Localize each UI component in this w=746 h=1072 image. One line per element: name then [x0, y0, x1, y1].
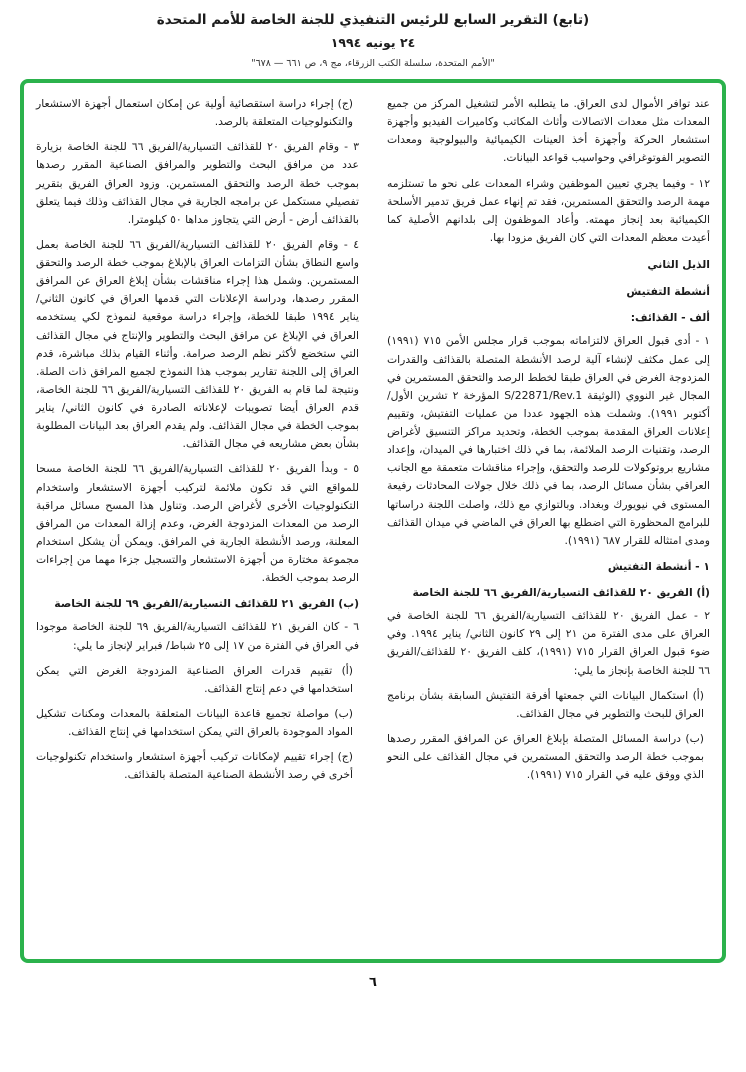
document-date: ٢٤ يونيه ١٩٩٤ — [330, 35, 416, 50]
document-title: (تابع) التقرير السابع للرئيس التنفيذي للجنة الخاصة للأمم المتحدة — [156, 12, 590, 28]
section-heading: الذيل الثاني — [647, 258, 710, 271]
list-item: (ب) مواصلة تجميع قاعدة البيانات المتعلقة بالمعدات ومكنات تشكيل المواد الموجودة بالعراق التي يمكن استخدامها في إنتاج القذائف. — [36, 706, 353, 738]
paragraph: ١٢ - وفيما يجري تعيين الموظفين وشراء المعدات على نحو ما تستلزمه مهمة الرصد والتحقق المستمرين، فقد تم إنهاء عمل فريق تدمير الأسلحة الكيميائية بعد إنجاز مهمته. وأعاد الموظفون إلى بلدانهم الأصلية كما أعيدت معظم المعدات التي كان الفريق مزودا بها. — [387, 176, 710, 244]
list-item: (ب) دراسة المسائل المتصلة بإبلاغ العراق عن المرافق المقرر رصدها بموجب خطة الرصد والتحقق المستمرين في مجال القذائف على النحو الذي ووفق عليه في القرار ٧١٥ (١٩٩١). — [387, 731, 704, 782]
paragraph: ١ - أدى قبول العراق لالتزاماته بموجب قرار مجلس الأمن ٧١٥ (١٩٩١) إلى عمل مكثف لإنشاء آلية لرصد الأنشطة المتصلة بالقذائف والقدرات المزدوجة الغرض في العراق طبقا لخطط الرصد والتحقق المستمرين في المجال غير النووي (الوثيقة S/22871/Rev.1 المؤرخة ٢ تشرين الأول/ أكتوبر ١٩٩١). وشملت هذه الجهود عددا من عمليات التفتيش، وتقييم إعلانات العراق المقدمة بموجب الخطة، وتحديد مراكز التنسيق لأغراض الرصد، وتقنيات الرصد الملائمة، بما في ذلك اختبارها في الميدان، وإعداد مشاريع بروتوكولات للرصد والتحقق، وإجراء مناقشات متعمقة مع الجانب العراقي بشأن مسائل الرصد، بما في ذلك خلال جولات المحادثات رفيعة المستوى في نيويورك وبغداد. وبالتوازي مع ذلك، واصلت اللجنة دراساتها للبرامج المحظورة التي اضطلع بها العراق في الماضي في ميدان القذائف ومدى امتثاله للقرار ٦٨٧ (١٩٩١). — [387, 334, 710, 547]
subsection-heading: ألف - القذائف: — [630, 311, 710, 325]
document-source-line: "الأمم المتحدة، سلسلة الكتب الزرقاء، مج ٩، ص ٦٦١ — ٦٧٨" — [251, 58, 495, 69]
column-right — [387, 95, 710, 949]
paragraph: ٤ - وقام الفريق ٢٠ للقذائف التسيارية/الفريق ٦٦ للجنة الخاصة بعمل واسع النطاق بشأن التزامات العراق بالإبلاغ بموجب خطة الرصد والتحقق المستمرين. وشمل هذا إجراء مناقشات بشأن إبلاغ العراق عن المرافق المقرر رصدها، ودراسة الإعلانات التي قدمها العراق في كانون الثاني/ يناير ١٩٩٤ طبقا للخطة، وإجراء دراسة موقعية لنموذج لكي يستخدمه العراق في الإبلاغ عن مرافق البحث والتطوير والإنتاج في مجال القذائف التي ستخضع لأكثر نظم الرصد صرامة. وأثناء القيام بذلك مباشرة، قدم العراق إلى اللجنة تقارير بموجب هذا النموذج لجميع المرافق ذات الصلة. ونتيجة لما قام به الفريق ٢٠ للقذائف التسيارية/الفريق ٦٦ للجنة الخاصة، قدم العراق أيضا تصويبات لإعلاناته الصادرة في كانون الثاني/ يناير بموجب الخطة في مجال القذائف. ولم يقدم العراق بعد البيانات المطلوبة بشأن بعض مشاريعه في مجال القذائف. — [36, 237, 360, 451]
content-frame — [20, 79, 726, 963]
list-item: (أ) تقييم قدرات العراق الصناعية المزدوجة الغرض التي يمكن استخدامها في دعم إنتاج القذائف. — [36, 663, 353, 695]
paragraph: ٣ - وقام الفريق ٢٠ للقذائف التسيارية/الفريق ٦٦ للجنة الخاصة بزيارة عدد من مرافق البحث والتطوير والمرافق الصناعية المقرر رصدها بموجب خطة الرصد والتحقق المستمرين. وزود العراق الفريق بتقرير تفصيلي مستكمل عن برامجه الجارية في مجال القذائف وذلك فيما يتعلق بالقذائف أرض - أرض التي يتجاوز مداها ٥٠ كيلومترا. — [36, 140, 360, 226]
subsection-heading: ١ - أنشطة التفتيش — [607, 559, 710, 573]
list-item: (أ) استكمال البيانات التي جمعتها أفرقة التفتيش السابقة بشأن برنامج العراق للبحث والتطوير في مجال القذائف. — [387, 688, 704, 720]
page-header — [0, 12, 746, 69]
paragraph: ٦ - كان الفريق ٢١ للقذائف التسيارية/الفريق ٦٩ للجنة الخاصة موجودا في العراق في الفترة من ١٧ إلى ٢٥ شباط/ فبراير لإنجاز ما يلي: — [36, 620, 360, 652]
page-number: ٦ — [369, 975, 377, 990]
list-item: (ج) إجراء دراسة استقصائية أولية عن إمكان استعمال أجهزة الاستشعار والتكنولوجيات المتعلقة بالرصد. — [36, 97, 353, 129]
subsection-heading: (أ) الفريق ٢٠ للقذائف التسيارية/الفريق ٦٦ للجنة الخاصة — [412, 586, 710, 599]
subsection-heading: (ب) الفريق ٢١ للقذائف التسيارية/الفريق ٦٩ للجنة الخاصة — [54, 597, 359, 611]
paragraph: ٢ - عمل الفريق ٢٠ للقذائف التسيارية/الفريق ٦٦ للجنة الخاصة في العراق على مدى الفترة من ٢١ إلى ٢٩ كانون الثاني/ يناير ١٩٩٤. وفي ضوء قبول العراق القرار ٧١٥ (١٩٩١)، كلف الفريق ٢٠ للقذائف/الفريق ٦٦ للجنة الخاصة بإنجاز ما يلي: — [387, 609, 711, 677]
paragraph: عند توافر الأموال لدى العراق. ما يتطلبه الأمر لتشغيل المركز من جميع المعدات مثل معدات الاتصالات وأثاث المكاتب وكاميرات الفيديو وأجهزة استشعار الحركة وأجهزة أخذ العينات الكيميائية والبيولوجية ومعدات التصوير الفوتوغرافي وحواسيب قواعد البيانات. — [387, 97, 710, 165]
column-left — [36, 95, 359, 949]
page-footer — [0, 975, 746, 990]
section-heading: أنشطة التفتيش — [626, 285, 710, 299]
paragraph: ٥ - وبدأ الفريق ٢٠ للقذائف التسيارية/الفريق ٦٦ للجنة الخاصة مسحا للمواقع التي قد تكون ملائمة لتركيب أجهزة الاستشعار واستخدام التكنولوجيات الأخرى لأغراض الرصد. وتناول هذا المسح مسائل مراقبة الرصد من المعدات المزدوجة الغرض، وعدم إزالة المعدات من المرافق المعلنة، ورصد الأنشطة الجارية في المرافق. ويمكن أن يشكل استخدام مجموعة مختارة من أجهزة الاستشعار والتسجيل جزءا مهما من إجراءات الرصد بموجب الخطة. — [36, 462, 360, 585]
list-item: (ج) إجراء تقييم لإمكانات تركيب أجهزة استشعار واستخدام تكنولوجيات أخرى في رصد الأنشطة الصناعية المتصلة بالقذائف. — [36, 750, 353, 782]
